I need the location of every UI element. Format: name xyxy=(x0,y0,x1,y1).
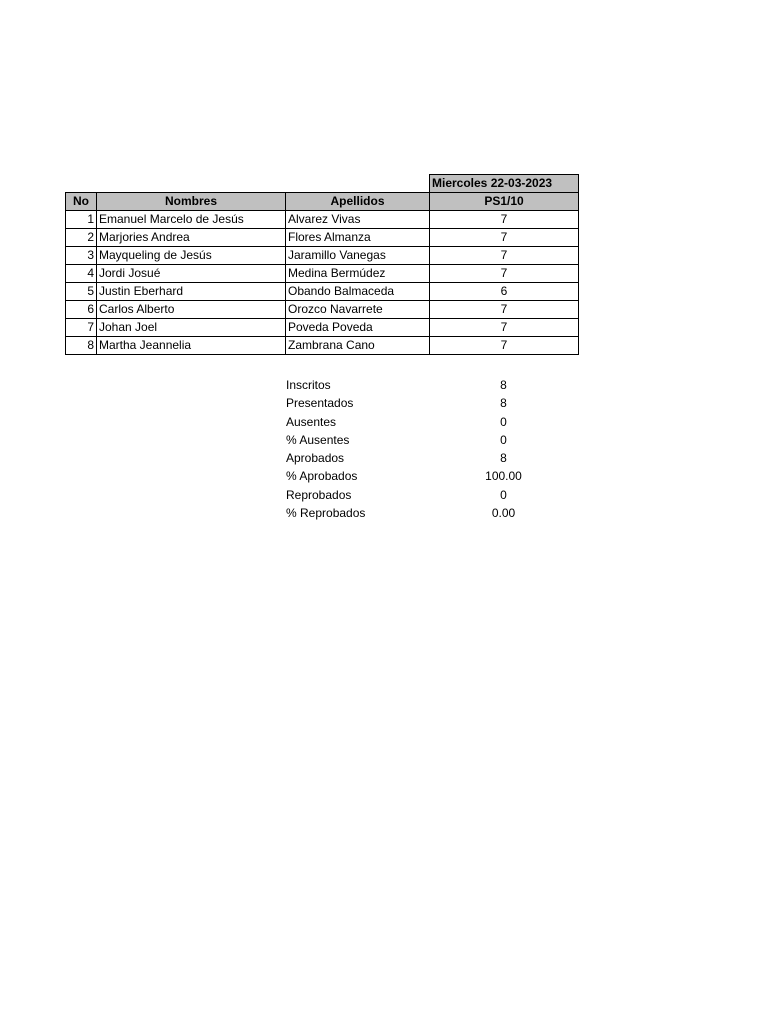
cell-nombres[interactable]: Emanuel Marcelo de Jesús xyxy=(97,211,286,229)
cell-nombres[interactable]: Jordi Josué xyxy=(97,265,286,283)
column-header-apellidos[interactable]: Apellidos xyxy=(286,193,430,211)
cell-score[interactable]: 7 xyxy=(430,229,579,247)
grades-table xyxy=(65,174,579,355)
stat-label[interactable]: % Ausentes xyxy=(286,432,350,447)
stat-label[interactable]: Ausentes xyxy=(286,414,337,429)
stat-row-pct-aprobados xyxy=(286,467,546,485)
cell-score[interactable]: 7 xyxy=(430,337,579,355)
cell-score[interactable]: 7 xyxy=(430,319,579,337)
stat-value[interactable]: 8 xyxy=(500,451,507,466)
cell-apellidos[interactable]: Poveda Poveda xyxy=(286,319,430,337)
column-header-nombres[interactable]: Nombres xyxy=(97,193,286,211)
cell-apellidos[interactable]: Jaramillo Vanegas xyxy=(286,247,430,265)
cell-apellidos[interactable]: Obando Balmaceda xyxy=(286,283,430,301)
cell-nombres[interactable]: Marjories Andrea xyxy=(97,229,286,247)
column-header-row xyxy=(66,193,579,211)
date-header-row xyxy=(66,175,579,193)
stat-row-pct-ausentes xyxy=(286,431,546,449)
cell-apellidos[interactable]: Alvarez Vivas xyxy=(286,211,430,229)
date-header[interactable]: Miercoles 22-03-2023 xyxy=(430,175,579,193)
stat-value[interactable]: 8 xyxy=(500,378,507,392)
table-row xyxy=(66,229,579,247)
column-header-no[interactable]: No xyxy=(66,193,97,211)
cell-nombres[interactable]: Carlos Alberto xyxy=(97,301,286,319)
table-row xyxy=(66,337,579,355)
stat-value[interactable]: 8 xyxy=(500,396,507,411)
cell-apellidos[interactable]: Flores Almanza xyxy=(286,229,430,247)
table-row xyxy=(66,319,579,337)
stat-label[interactable]: Presentados xyxy=(286,396,354,411)
summary-stats xyxy=(286,376,546,522)
stat-row-ausentes xyxy=(286,413,546,431)
cell-apellidos[interactable]: Medina Bermúdez xyxy=(286,265,430,283)
table-row xyxy=(66,301,579,319)
cell-no[interactable]: 3 xyxy=(66,247,97,265)
cell-no[interactable]: 8 xyxy=(66,337,97,355)
cell-no[interactable]: 1 xyxy=(66,211,97,229)
column-header-score[interactable]: PS1/10 xyxy=(430,193,579,211)
cell-no[interactable]: 6 xyxy=(66,301,97,319)
stat-row-presentados xyxy=(286,394,546,412)
stat-value[interactable]: 100.00 xyxy=(485,469,522,484)
cell-score[interactable]: 7 xyxy=(430,301,579,319)
table-row xyxy=(66,265,579,283)
cell-no[interactable]: 2 xyxy=(66,229,97,247)
empty-cell xyxy=(66,175,97,193)
stat-label[interactable]: Aprobados xyxy=(286,451,345,466)
cell-score[interactable]: 7 xyxy=(430,265,579,283)
cell-nombres[interactable]: Mayqueling de Jesús xyxy=(97,247,286,265)
stat-row-pct-reprobados xyxy=(286,504,546,522)
table-row xyxy=(66,283,579,301)
stat-label[interactable]: Reprobados xyxy=(286,487,352,502)
cell-score[interactable]: 7 xyxy=(430,247,579,265)
stat-row-aprobados xyxy=(286,449,546,467)
stat-label[interactable]: Inscritos xyxy=(286,378,331,392)
stat-value[interactable]: 0 xyxy=(500,487,507,502)
cell-no[interactable]: 4 xyxy=(66,265,97,283)
empty-cell xyxy=(286,175,430,193)
cell-nombres[interactable]: Justin Eberhard xyxy=(97,283,286,301)
stat-value[interactable]: 0 xyxy=(500,414,507,429)
table-row xyxy=(66,247,579,265)
stat-row-reprobados xyxy=(286,486,546,504)
cell-nombres[interactable]: Martha Jeannelia xyxy=(97,337,286,355)
stat-value[interactable]: 0.00 xyxy=(491,506,516,521)
stat-row-inscritos xyxy=(286,376,546,394)
cell-nombres[interactable]: Johan Joel xyxy=(97,319,286,337)
cell-score[interactable]: 7 xyxy=(430,211,579,229)
cell-no[interactable]: 7 xyxy=(66,319,97,337)
cell-score[interactable]: 6 xyxy=(430,283,579,301)
stat-label[interactable]: % Aprobados xyxy=(286,469,358,484)
table-row xyxy=(66,211,579,229)
stat-value[interactable]: 0 xyxy=(500,432,507,447)
empty-cell xyxy=(97,175,286,193)
cell-apellidos[interactable]: Zambrana Cano xyxy=(286,337,430,355)
cell-no[interactable]: 5 xyxy=(66,283,97,301)
cell-apellidos[interactable]: Orozco Navarrete xyxy=(286,301,430,319)
stat-label[interactable]: % Reprobados xyxy=(286,506,366,521)
